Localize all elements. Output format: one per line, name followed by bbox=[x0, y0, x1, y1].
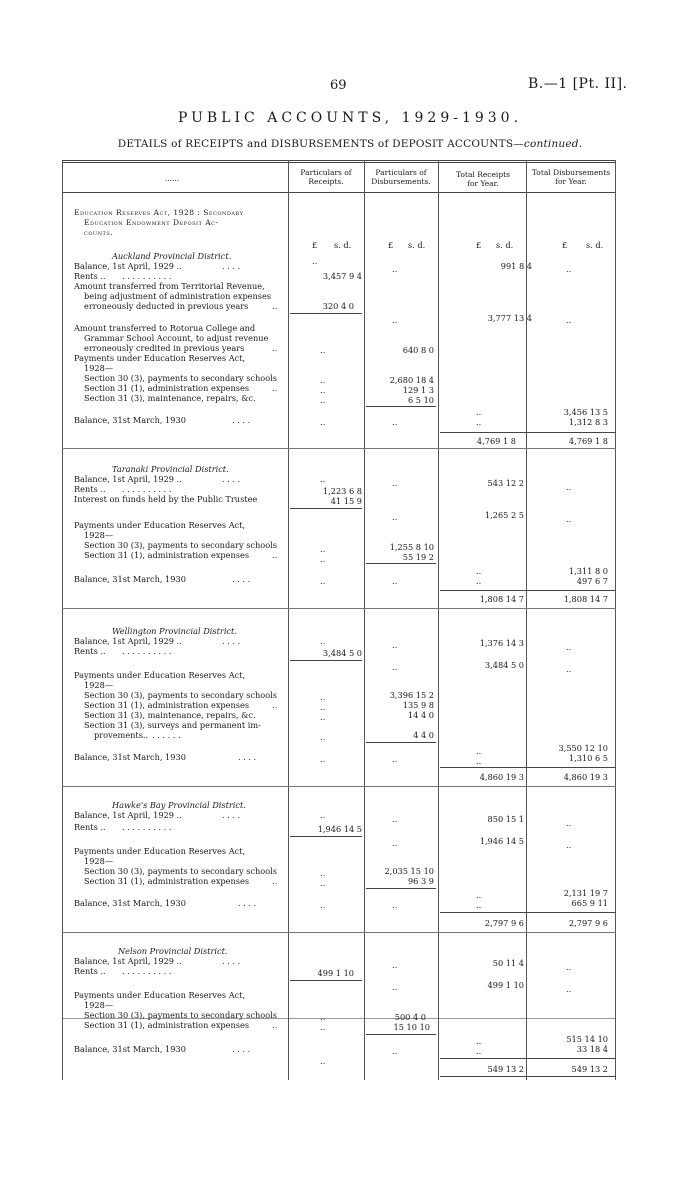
subtotal-rule bbox=[366, 1034, 436, 1035]
leader-dots: .. bbox=[320, 1022, 326, 1032]
leader-dots: .. bbox=[566, 642, 572, 652]
row-label: Rents .. bbox=[74, 484, 106, 494]
district-heading: Wellington Provincial District. bbox=[112, 626, 237, 636]
leader-dots: .. bbox=[320, 878, 326, 888]
leader-dots: .. bbox=[476, 1036, 482, 1046]
leader-dots: .. bbox=[392, 576, 398, 586]
amount: 6 5 10 bbox=[407, 395, 434, 405]
leader-dots: .. bbox=[566, 840, 572, 850]
leader-dots: . . . . bbox=[232, 574, 251, 584]
leader-dots: .. bbox=[320, 1012, 326, 1022]
row-label: Section 30 (3), payments to secondary schools bbox=[84, 690, 277, 700]
amount: 3,456 13 5 bbox=[563, 407, 608, 417]
col-header-total-receipts: Total Receipts for Year. bbox=[456, 170, 510, 188]
total-amount: 2,797 9 6 bbox=[484, 918, 524, 928]
leader-dots: .. bbox=[272, 383, 278, 393]
leader-dots: . . . . bbox=[222, 956, 241, 966]
row-label: Payments under Education Reserves Act, bbox=[74, 846, 246, 856]
amount: 1,946 14 5 bbox=[317, 824, 362, 834]
row-label: being adjustment of administration expenses bbox=[84, 291, 272, 301]
row-label: Payments under Education Reserves Act, bbox=[74, 990, 246, 1000]
section-rule bbox=[62, 448, 616, 449]
amount: 55 19 2 bbox=[402, 552, 434, 562]
leader-dots: .. bbox=[320, 810, 326, 820]
row-label: Rents .. bbox=[74, 966, 106, 976]
amount: 135 9 8 bbox=[402, 700, 434, 710]
row-label: Section 31 (1), administration expenses bbox=[84, 1020, 250, 1030]
leader-dots: . . . . . . . . . . bbox=[122, 484, 172, 494]
leader-dots: .. bbox=[566, 664, 572, 674]
leader-dots: .. bbox=[320, 754, 326, 764]
row-label: Amount transferred from Territorial Revenue, bbox=[74, 281, 265, 291]
row-label: Payments under Education Reserves Act, bbox=[74, 670, 246, 680]
row-label: Balance, 1st April, 1929 .. bbox=[74, 261, 182, 271]
amount: 1,223 6 8 bbox=[322, 486, 362, 496]
subtotal-rule bbox=[366, 563, 436, 564]
leader-dots: .. bbox=[392, 960, 398, 970]
leader-dots: .. bbox=[392, 982, 398, 992]
amount: 515 14 10 bbox=[566, 1034, 608, 1044]
row-label: Amount transferred to Rotorua College and bbox=[74, 323, 256, 333]
col-header-part-receipts: Particulars of Receipts. bbox=[300, 168, 352, 186]
row-label: Section 31 (1), administration expenses bbox=[84, 550, 250, 560]
row-label: Section 31 (3), maintenance, repairs, &c. bbox=[84, 393, 256, 403]
row-label: Section 30 (3), payments to secondary schools bbox=[84, 1010, 277, 1020]
leader-dots: .. bbox=[320, 712, 326, 722]
amount: 4 4 0 bbox=[413, 730, 434, 740]
leader-dots: . . . . bbox=[232, 1044, 251, 1054]
row-label: Balance, 1st April, 1929 .. bbox=[74, 810, 182, 820]
leader-dots: . . . . bbox=[222, 474, 241, 484]
leader-dots: .. bbox=[566, 818, 572, 828]
row-label: Balance, 31st March, 1930 bbox=[74, 898, 186, 908]
leader-dots: .. bbox=[320, 554, 326, 564]
leader-dots: . . . . . . bbox=[152, 730, 181, 740]
amount: 499 1 10 bbox=[317, 968, 354, 978]
leader-dots: .. bbox=[392, 640, 398, 650]
amount: 850 15 1 bbox=[487, 814, 524, 824]
amount: 497 6 7 bbox=[576, 576, 608, 586]
page-title: PUBLIC ACCOUNTS, 1929-1930. bbox=[177, 110, 523, 126]
row-label: Balance, 31st March, 1930 bbox=[74, 1044, 186, 1054]
leader-dots: .. bbox=[320, 474, 326, 484]
row-label: 1928— bbox=[84, 856, 114, 866]
table-top-rule bbox=[62, 160, 616, 161]
leader-dots: . . . . . . . . . . bbox=[122, 966, 172, 976]
section-heading: Education Reserves Act, 1928 : Secondary bbox=[74, 208, 244, 217]
total-rule bbox=[440, 590, 616, 591]
total-rule bbox=[440, 912, 616, 913]
leader-dots: .. bbox=[476, 900, 482, 910]
row-label: Balance, 31st March, 1930 bbox=[74, 415, 186, 425]
page-subtitle bbox=[0, 138, 700, 150]
total-amount: 2,797 9 6 bbox=[568, 918, 608, 928]
shillings-pence: s. d. bbox=[334, 240, 352, 250]
row-label: Rents .. bbox=[74, 271, 106, 281]
total-amount: 549 13 2 bbox=[571, 1064, 608, 1074]
row-label: provements.. bbox=[94, 730, 149, 740]
shillings-pence: s. d. bbox=[586, 240, 604, 250]
amount: 665 9 11 bbox=[571, 898, 608, 908]
row-label: Section 31 (1), administration expenses bbox=[84, 876, 250, 886]
row-label: Section 30 (3), payments to secondary schools bbox=[84, 373, 277, 383]
amount: 543 12 2 bbox=[487, 478, 524, 488]
col-rule-3 bbox=[438, 160, 439, 1080]
leader-dots: .. bbox=[392, 900, 398, 910]
leader-dots: .. bbox=[320, 636, 326, 646]
amount: 499 1 10 bbox=[487, 980, 524, 990]
total-rule bbox=[440, 432, 616, 433]
amount: 33 18 4 bbox=[576, 1044, 608, 1054]
row-label: Balance, 1st April, 1929 .. bbox=[74, 474, 182, 484]
row-label: 1928— bbox=[84, 363, 114, 373]
total-amount: 1,808 14 7 bbox=[563, 594, 608, 604]
leader-dots: .. bbox=[392, 478, 398, 488]
pound-sign: £ bbox=[476, 240, 482, 250]
amount: 991 8 4 bbox=[500, 261, 532, 271]
leader-dots: .. bbox=[476, 576, 482, 586]
document-reference: B.—1 [Pt. II]. bbox=[528, 76, 628, 92]
leader-dots: .. bbox=[392, 662, 398, 672]
subtitle-continued: —continued. bbox=[513, 138, 583, 150]
leader-dots: .. bbox=[566, 482, 572, 492]
amount: 1,946 14 5 bbox=[479, 836, 524, 846]
amount: 2,035 15 10 bbox=[384, 866, 434, 876]
row-label: Payments under Education Reserves Act, bbox=[74, 520, 246, 530]
row-label: Section 31 (1), administration expenses bbox=[84, 700, 250, 710]
total-amount: 4,769 1 8 bbox=[568, 436, 608, 446]
section-heading: Education Endowment Deposit Ac- bbox=[84, 218, 219, 227]
section-rule bbox=[62, 786, 616, 787]
row-label: Balance, 31st March, 1930 bbox=[74, 574, 186, 584]
amount: 1,265 2 5 bbox=[484, 510, 524, 520]
amount: 1,312 8 3 bbox=[568, 417, 608, 427]
leader-dots: . . . . bbox=[222, 810, 241, 820]
district-heading: Taranaki Provincial District. bbox=[112, 464, 229, 474]
subtotal-rule bbox=[366, 742, 436, 743]
leader-dots: .. bbox=[320, 375, 326, 385]
subtotal-rule bbox=[366, 406, 436, 407]
amount: 2,680 18 4 bbox=[389, 375, 434, 385]
pound-sign: £ bbox=[312, 240, 318, 250]
amount: 96 3 9 bbox=[407, 876, 434, 886]
section-heading: counts. bbox=[84, 228, 114, 237]
row-label: Rents .. bbox=[74, 646, 106, 656]
amount: 3,484 5 0 bbox=[484, 660, 524, 670]
leader-dots: . . . . . . . . . . bbox=[122, 822, 172, 832]
district-heading: Hawke's Bay Provincial District. bbox=[112, 800, 246, 810]
leader-dots: .. bbox=[392, 1046, 398, 1056]
row-label: Balance, 1st April, 1929 .. bbox=[74, 636, 182, 646]
amount: 129 1 3 bbox=[402, 385, 434, 395]
leader-dots: .. bbox=[392, 754, 398, 764]
leader-dots: .. bbox=[392, 315, 398, 325]
leader-dots: .. bbox=[392, 814, 398, 824]
district-heading: Nelson Provincial District. bbox=[118, 946, 228, 956]
leader-dots: .. bbox=[272, 1020, 278, 1030]
leader-dots: .. bbox=[272, 301, 278, 311]
col-rule-2 bbox=[364, 160, 365, 1080]
total-amount: 549 13 2 bbox=[487, 1064, 524, 1074]
row-label: Section 31 (1), administration expenses bbox=[84, 383, 250, 393]
leader-dots: .. bbox=[476, 890, 482, 900]
leader-dots: .. bbox=[476, 566, 482, 576]
row-label: 1928— bbox=[84, 1000, 114, 1010]
header-bottom-rule bbox=[62, 192, 616, 193]
leader-dots: . . . . . . . . . . bbox=[122, 271, 172, 281]
amount: 1,310 6 5 bbox=[568, 753, 608, 763]
amount: 640 8 0 bbox=[402, 345, 434, 355]
subtotal-rule bbox=[290, 660, 362, 661]
total-amount: 4,860 19 3 bbox=[563, 772, 608, 782]
row-label: Section 31 (3), surveys and permanent im- bbox=[84, 720, 261, 730]
row-label: Balance, 1st April, 1929 .. bbox=[74, 956, 182, 966]
amount: 1,376 14 3 bbox=[479, 638, 524, 648]
leader-dots: .. bbox=[320, 702, 326, 712]
row-label: Section 30 (3), payments to secondary schools bbox=[84, 866, 277, 876]
row-label: 1928— bbox=[84, 680, 114, 690]
accounts-table bbox=[62, 160, 616, 1080]
row-label: Rents .. bbox=[74, 822, 106, 832]
amount: 3,396 15 2 bbox=[389, 690, 434, 700]
district-heading: Auckland Provincial District. bbox=[112, 251, 232, 261]
leader-dots: .. bbox=[476, 746, 482, 756]
col-header-description: ...... bbox=[164, 174, 180, 183]
leader-dots: .. bbox=[566, 984, 572, 994]
row-label: Section 31 (3), maintenance, repairs, &c. bbox=[84, 710, 256, 720]
amount: 3,777 13 4 bbox=[487, 313, 532, 323]
subtitle-main: DETAILS of RECEIPTS and DISBURSEMENTS of DEPOSIT ACCOUNTS bbox=[117, 138, 514, 150]
pound-sign: £ bbox=[388, 240, 394, 250]
amount: 2,131 19 7 bbox=[563, 888, 608, 898]
leader-dots: .. bbox=[566, 514, 572, 524]
total-rule bbox=[440, 1058, 616, 1059]
row-label: 1928— bbox=[84, 530, 114, 540]
col-rule-0 bbox=[62, 160, 63, 1080]
row-label: Interest on funds held by the Public Trustee bbox=[74, 494, 258, 504]
leader-dots: .. bbox=[320, 385, 326, 395]
pound-sign: £ bbox=[562, 240, 568, 250]
page-number: 69 bbox=[330, 78, 347, 93]
amount: 3,457 9 4 bbox=[322, 271, 362, 281]
row-label: Payments under Education Reserves Act, bbox=[74, 353, 246, 363]
col-rule-4 bbox=[526, 160, 527, 1080]
leader-dots: .. bbox=[320, 1056, 326, 1066]
amount: 3,550 12 10 bbox=[558, 743, 608, 753]
leader-dots: .. bbox=[566, 315, 572, 325]
amount: 1,255 8 10 bbox=[389, 542, 434, 552]
leader-dots: .. bbox=[320, 544, 326, 554]
table-top-rule-2 bbox=[62, 162, 616, 163]
leader-dots: .. bbox=[320, 900, 326, 910]
leader-dots: .. bbox=[566, 264, 572, 274]
leader-dots: .. bbox=[392, 417, 398, 427]
row-label: Section 30 (3), payments to secondary schools bbox=[84, 540, 277, 550]
total-bottom-rule bbox=[440, 1076, 616, 1077]
amount: 15 10 10 bbox=[393, 1022, 430, 1032]
col-rule-5 bbox=[615, 160, 616, 1080]
leader-dots: .. bbox=[320, 395, 326, 405]
leader-dots: .. bbox=[320, 692, 326, 702]
col-header-total-disbursements: Total Disbursements for Year. bbox=[531, 168, 611, 186]
leader-dots: .. bbox=[320, 576, 326, 586]
subtotal-rule bbox=[290, 980, 362, 981]
subtotal-rule bbox=[290, 508, 362, 509]
amount: 14 4 0 bbox=[407, 710, 434, 720]
subtotal-rule bbox=[290, 313, 362, 314]
total-rule bbox=[440, 767, 616, 768]
subtotal-rule bbox=[290, 836, 362, 837]
leader-dots: .. bbox=[320, 345, 326, 355]
row-label: erroneously deducted in previous years bbox=[84, 301, 249, 311]
leader-dots: .. bbox=[312, 256, 318, 266]
leader-dots: .. bbox=[320, 417, 326, 427]
subtotal-rule bbox=[366, 888, 436, 889]
leader-dots: .. bbox=[476, 407, 482, 417]
leader-dots: .. bbox=[476, 1046, 482, 1056]
leader-dots: . . . . . . . . . . bbox=[122, 646, 172, 656]
leader-dots: .. bbox=[320, 868, 326, 878]
shillings-pence: s. d. bbox=[496, 240, 514, 250]
total-amount: 1,808 14 7 bbox=[479, 594, 524, 604]
total-amount: 4,860 19 3 bbox=[479, 772, 524, 782]
amount: 50 11 4 bbox=[492, 958, 524, 968]
leader-dots: .. bbox=[392, 264, 398, 274]
leader-dots: .. bbox=[272, 343, 278, 353]
leader-dots: .. bbox=[272, 700, 278, 710]
leader-dots: .. bbox=[392, 838, 398, 848]
leader-dots: . . . . bbox=[222, 261, 241, 271]
leader-dots: .. bbox=[320, 732, 326, 742]
leader-dots: .. bbox=[392, 512, 398, 522]
leader-dots: .. bbox=[272, 550, 278, 560]
amount: 500 4 0 bbox=[394, 1012, 426, 1022]
amount: 1,311 8 0 bbox=[568, 566, 608, 576]
section-rule bbox=[62, 608, 616, 609]
col-rule-1 bbox=[288, 160, 289, 1080]
leader-dots: . . . . bbox=[222, 636, 241, 646]
leader-dots: .. bbox=[476, 417, 482, 427]
leader-dots: . . . . bbox=[232, 415, 251, 425]
row-label: Grammar School Account, to adjust revenue bbox=[84, 333, 269, 343]
leader-dots: . . . . bbox=[238, 752, 257, 762]
leader-dots: . . . . bbox=[238, 898, 257, 908]
col-header-part-disbursements: Particulars of Disbursements. bbox=[371, 168, 431, 186]
leader-dots: .. bbox=[566, 962, 572, 972]
leader-dots: .. bbox=[476, 756, 482, 766]
shillings-pence: s. d. bbox=[408, 240, 426, 250]
leader-dots: .. bbox=[272, 876, 278, 886]
amount: 320 4 0 bbox=[322, 301, 354, 311]
total-amount: 4,769 1 8 bbox=[476, 436, 516, 446]
row-label: erroneously credited in previous years bbox=[84, 343, 245, 353]
amount: 41 15 9 bbox=[330, 496, 362, 506]
section-rule bbox=[62, 932, 616, 933]
row-label: Balance, 31st March, 1930 bbox=[74, 752, 186, 762]
amount: 3,484 5 0 bbox=[322, 648, 362, 658]
